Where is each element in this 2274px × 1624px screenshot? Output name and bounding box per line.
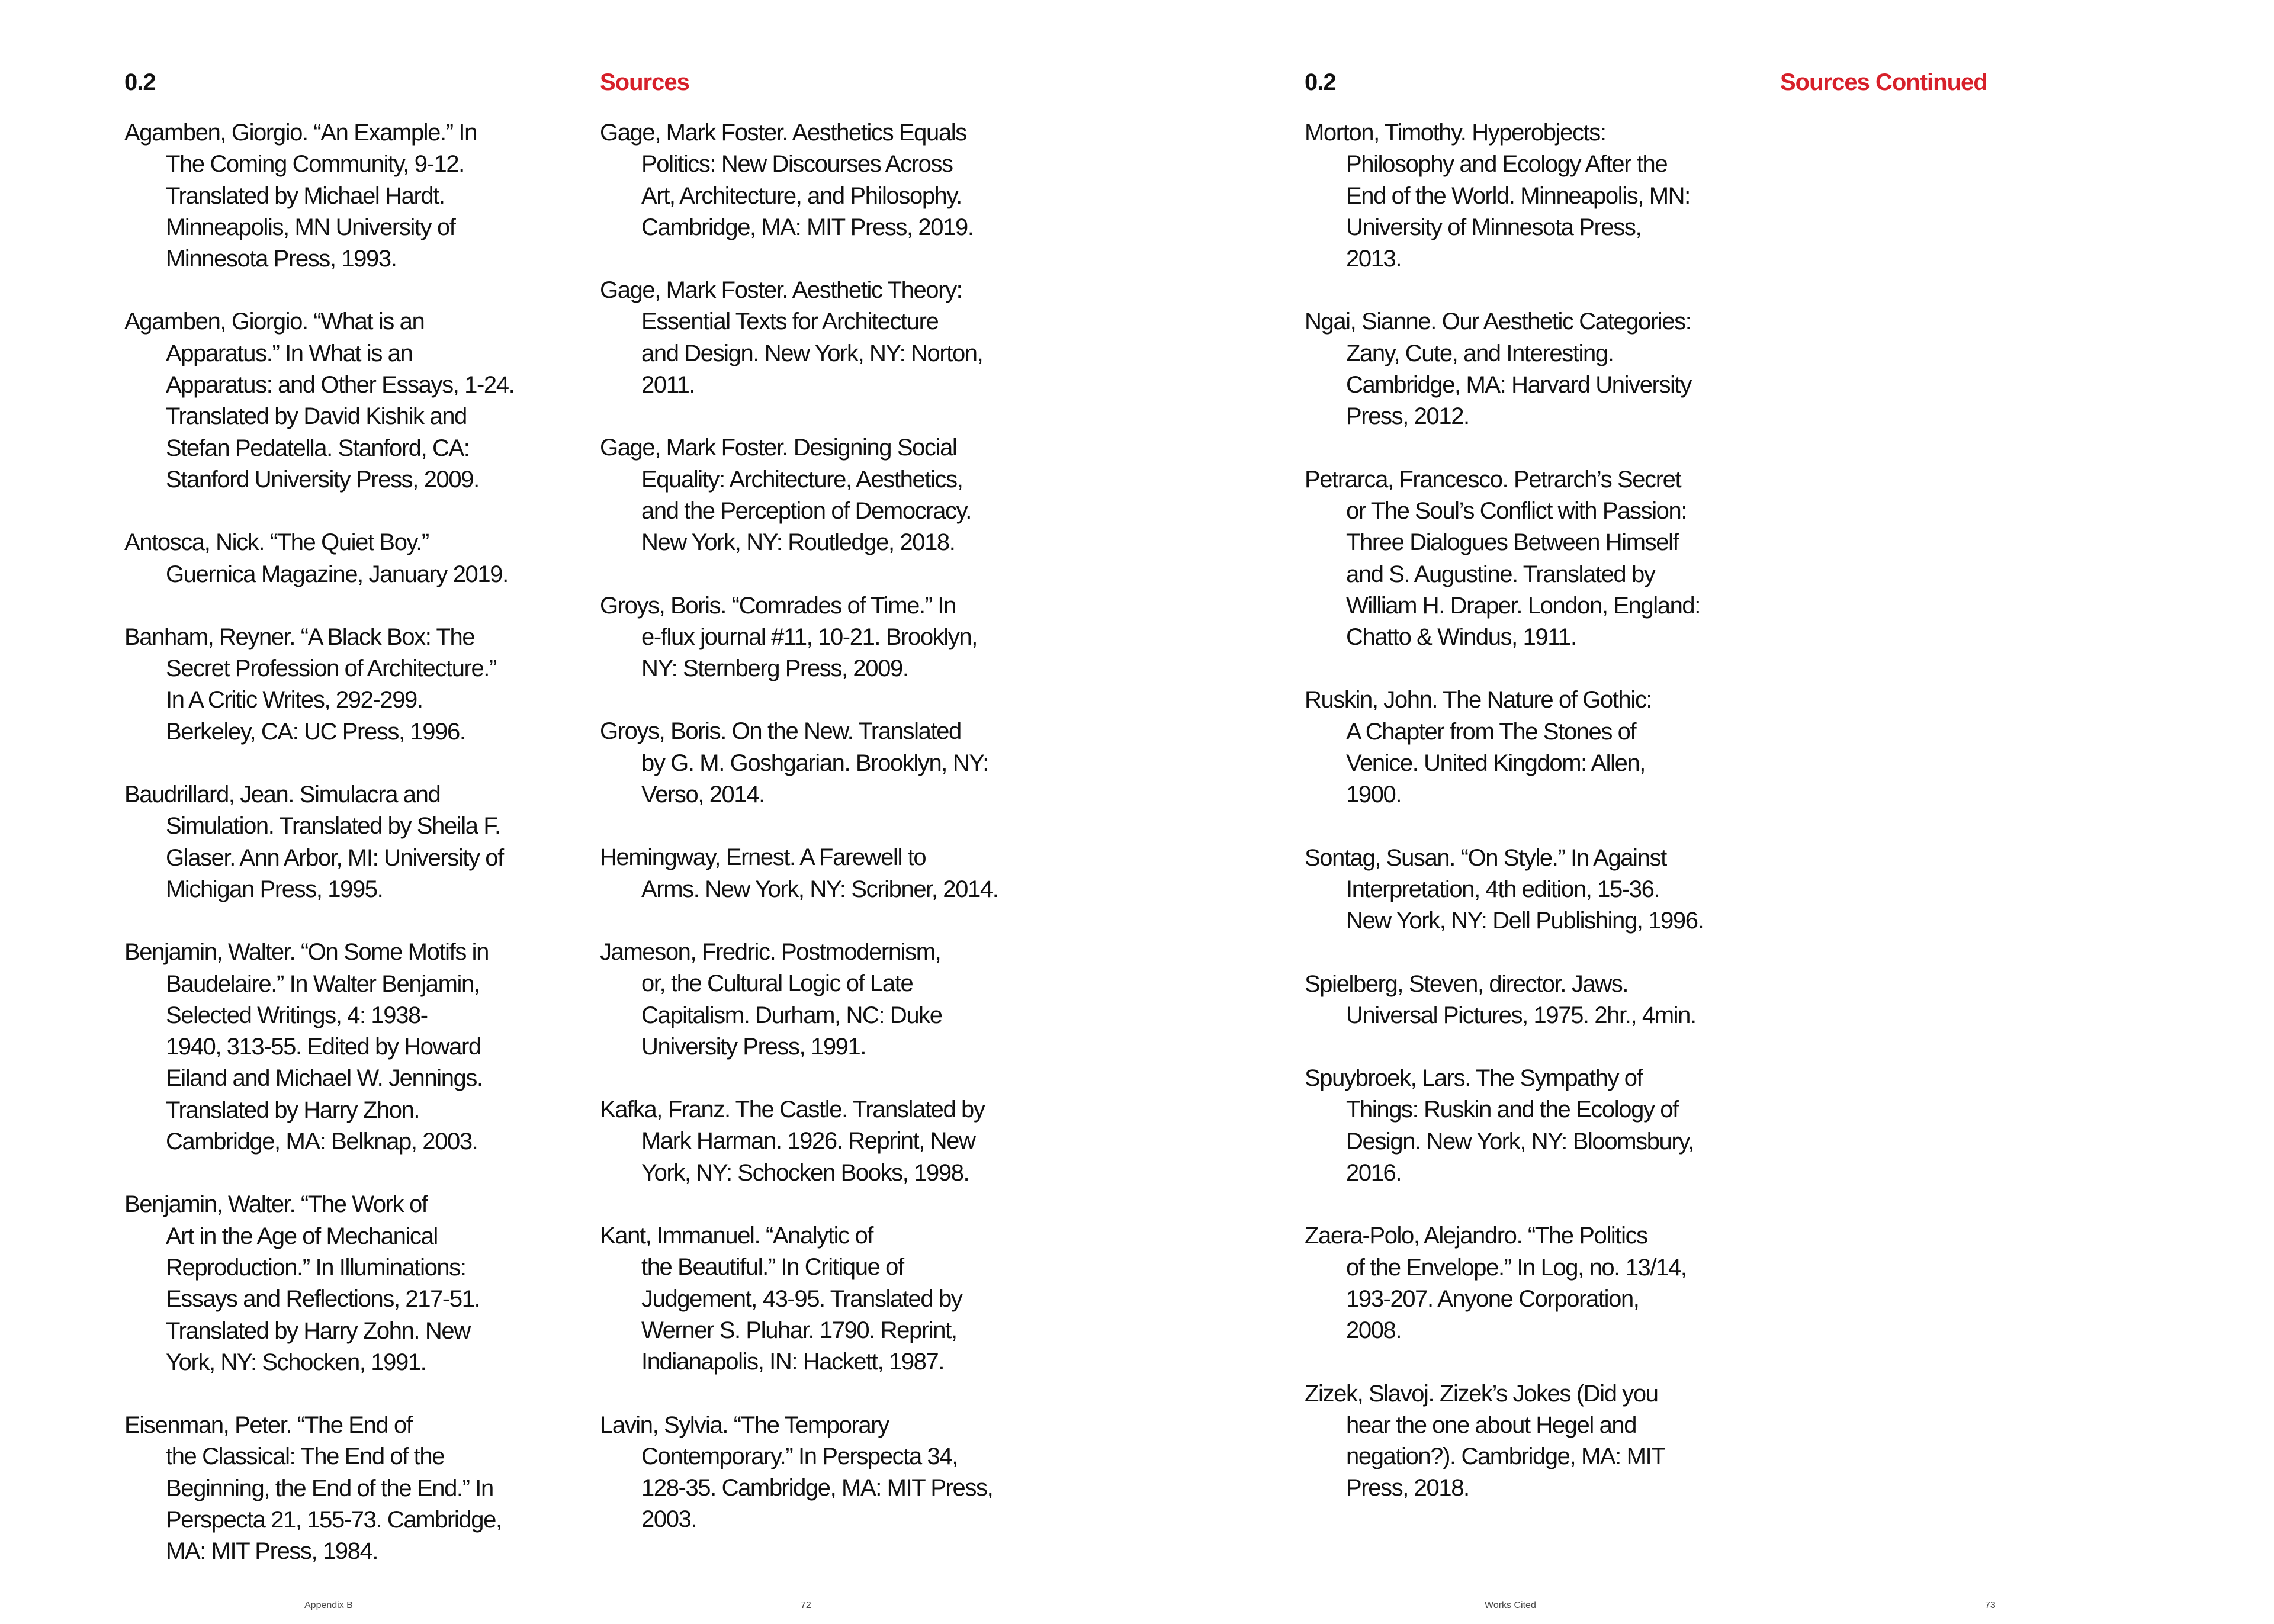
entry-line: the Classical: The End of the xyxy=(166,1443,445,1470)
entry-line: Zany, Cute, and Interesting. xyxy=(1346,340,1614,366)
entry-line: 2013. xyxy=(1346,246,1402,272)
entry-line: and the Perception of Democracy. xyxy=(641,497,971,524)
entry-line: The Coming Community, 9-12. xyxy=(166,151,464,178)
bibliography-entry xyxy=(124,1189,568,1378)
entry-line: e-flux journal #11, 10-21. Brooklyn, xyxy=(641,623,977,650)
bibliography-entry xyxy=(1305,306,1749,432)
entry-line: Perspecta 21, 155-73. Cambridge, xyxy=(166,1506,502,1533)
entry-line: Three Dialogues Between Himself xyxy=(1346,529,1679,556)
entry-line: or, the Cultural Logic of Late xyxy=(641,970,913,997)
entry-line: Beginning, the End of the End.” In xyxy=(166,1475,493,1501)
bibliography-entry xyxy=(600,117,1044,243)
entry-line: Apparatus: and Other Essays, 1-24. xyxy=(166,372,515,398)
entry-line: NY: Sternberg Press, 2009. xyxy=(641,655,908,682)
bibliography-entry xyxy=(124,306,568,496)
entry-line: Essays and Reflections, 217-51. xyxy=(166,1286,480,1313)
bibliography-entry xyxy=(1305,684,1749,811)
entry-line: Philosophy and Ecology After the xyxy=(1346,151,1668,178)
entry-line: Secret Profession of Architecture.” xyxy=(166,655,496,682)
entry-line: Verso, 2014. xyxy=(641,782,765,808)
entry-line: 128-35. Cambridge, MA: MIT Press, xyxy=(641,1475,993,1501)
entry-line: William H. Draper. London, England: xyxy=(1346,592,1700,619)
entry-line: hear the one about Hegel and xyxy=(1346,1411,1637,1438)
entry-line: MA: MIT Press, 1984. xyxy=(166,1538,378,1565)
entry-line: Zizek, Slavoj. Zizek’s Jokes (Did you xyxy=(1305,1380,1658,1407)
entry-line: Selected Writings, 4: 1938- xyxy=(166,1002,428,1028)
entry-line: Capitalism. Durham, NC: Duke xyxy=(641,1002,942,1028)
entry-line: Translated by David Kishik and xyxy=(166,403,467,430)
bibliography-entry xyxy=(1305,1063,1749,1189)
entry-line: York, NY: Schocken Books, 1998. xyxy=(641,1159,969,1186)
entry-line: Translated by Harry Zohn. New xyxy=(166,1317,470,1344)
bibliography-entry xyxy=(124,1410,568,1567)
entry-line: Press, 2012. xyxy=(1346,403,1469,430)
bibliography-entry xyxy=(1305,464,1749,654)
section-title: Sources Continued xyxy=(1780,69,1987,95)
entry-line: Morton, Timothy. Hyperobjects: xyxy=(1305,120,1606,146)
entry-line: Minneapolis, MN University of xyxy=(166,214,455,240)
entry-line: Petrarca, Francesco. Petrarch’s Secret xyxy=(1305,466,1681,493)
entry-line: 2003. xyxy=(641,1506,697,1533)
page-number: 72 xyxy=(801,1600,811,1610)
entry-line: 2008. xyxy=(1346,1317,1402,1344)
bibliography-entry xyxy=(600,275,1044,401)
entry-line: Jameson, Fredric. Postmodernism, xyxy=(600,938,941,965)
entry-line: Art in the Age of Mechanical xyxy=(166,1223,438,1249)
bibliography-entry xyxy=(600,716,1044,811)
entry-line: Hemingway, Ernest. A Farewell to xyxy=(600,844,926,871)
entry-line: Ngai, Sianne. Our Aesthetic Categories: xyxy=(1305,308,1691,335)
entry-line: Baudrillard, Jean. Simulacra and xyxy=(124,782,441,808)
entry-line: Werner S. Pluhar. 1790. Reprint, xyxy=(641,1317,957,1343)
entry-line: Sontag, Susan. “On Style.” In Against xyxy=(1305,844,1666,871)
entry-line: Gage, Mark Foster. Aesthetic Theory: xyxy=(600,277,962,304)
section-title: Sources xyxy=(600,69,689,95)
entry-line: Indianapolis, IN: Hackett, 1987. xyxy=(641,1349,945,1375)
entry-line: Lavin, Sylvia. “The Temporary xyxy=(600,1411,889,1438)
entry-line: Reproduction.” In Illuminations: xyxy=(166,1254,466,1281)
entry-line: Minnesota Press, 1993. xyxy=(166,246,397,272)
entry-line: Ruskin, John. The Nature of Gothic: xyxy=(1305,687,1652,713)
entry-line: Equality: Architecture, Aesthetics, xyxy=(641,466,963,493)
entry-line: End of the World. Minneapolis, MN: xyxy=(1346,182,1690,209)
entry-line: New York, NY: Routledge, 2018. xyxy=(641,529,955,556)
entry-line: Groys, Boris. “Comrades of Time.” In xyxy=(600,592,956,619)
section-number: 0.2 xyxy=(124,69,156,95)
entry-line: Interpretation, 4th edition, 15-36. xyxy=(1346,876,1660,902)
entry-line: Benjamin, Walter. “The Work of xyxy=(124,1191,428,1218)
entry-line: Design. New York, NY: Bloomsbury, xyxy=(1346,1128,1694,1155)
page-number: 73 xyxy=(1985,1600,1996,1610)
entry-line: Groys, Boris. On the New. Translated xyxy=(600,718,961,745)
entry-line: Benjamin, Walter. “On Some Motifs in xyxy=(124,939,489,966)
entry-line: Press, 2018. xyxy=(1346,1475,1469,1501)
bibliography-entry xyxy=(600,432,1044,558)
entry-line: Judgement, 43-95. Translated by xyxy=(641,1285,962,1312)
entry-line: Chatto & Windus, 1911. xyxy=(1346,624,1576,651)
entry-line: Stanford University Press, 2009. xyxy=(166,466,479,493)
entry-line: Guernica Magazine, January 2019. xyxy=(166,561,508,587)
entry-line: of the Envelope.” In Log, no. 13/14, xyxy=(1346,1254,1687,1281)
entry-line: Eiland and Michael W. Jennings. xyxy=(166,1065,483,1092)
entry-line: Banham, Reyner. “A Black Box: The xyxy=(124,623,475,650)
entry-line: by G. M. Goshgarian. Brooklyn, NY: xyxy=(641,750,988,776)
bibliography-entry xyxy=(1305,842,1749,937)
entry-line: and Design. New York, NY: Norton, xyxy=(641,340,983,366)
entry-line: Spielberg, Steven, director. Jaws. xyxy=(1305,970,1629,997)
entry-line: 2016. xyxy=(1346,1160,1402,1186)
entry-line: Essential Texts for Architecture xyxy=(641,308,939,335)
entry-line: Politics: New Discourses Across xyxy=(641,151,953,178)
bibliography-entry xyxy=(124,527,568,590)
entry-line: Universal Pictures, 1975. 2hr., 4min. xyxy=(1346,1002,1696,1028)
entry-line: 1940, 313-55. Edited by Howard xyxy=(166,1034,481,1060)
bibliography-entry xyxy=(124,622,568,748)
entry-line: Kafka, Franz. The Castle. Translated by xyxy=(600,1096,985,1123)
entry-line: Cambridge, MA: Harvard University xyxy=(1346,372,1691,398)
bibliography-entry xyxy=(600,842,1044,905)
entry-line: Simulation. Translated by Sheila F. xyxy=(166,813,500,840)
entry-line: A Chapter from The Stones of xyxy=(1346,718,1636,745)
bibliography-column-3 xyxy=(1305,117,1749,1536)
entry-line: Gage, Mark Foster. Designing Social xyxy=(600,435,957,461)
bibliography-entry xyxy=(600,937,1044,1063)
bibliography-entry xyxy=(124,937,568,1157)
footer-label: Appendix B xyxy=(304,1600,353,1610)
bibliography-entry xyxy=(600,1410,1044,1536)
entry-line: 193-207. Anyone Corporation, xyxy=(1346,1285,1639,1312)
entry-line: Berkeley, CA: UC Press, 1996. xyxy=(166,718,465,745)
section-number: 0.2 xyxy=(1305,69,1336,95)
entry-line: or The Soul’s Conflict with Passion: xyxy=(1346,497,1687,524)
entry-line: Translated by Harry Zhon. xyxy=(166,1096,420,1123)
bibliography-entry xyxy=(124,779,568,905)
entry-line: Kant, Immanuel. “Analytic of xyxy=(600,1223,873,1249)
entry-line: Antosca, Nick. “The Quiet Boy.” xyxy=(124,529,429,556)
entry-line: 2011. xyxy=(641,372,695,398)
entry-line: 1900. xyxy=(1346,782,1402,808)
bibliography-column-1 xyxy=(124,117,568,1599)
bibliography-entry xyxy=(600,1094,1044,1189)
entry-line: University Press, 1991. xyxy=(641,1033,866,1060)
entry-line: Michigan Press, 1995. xyxy=(166,876,383,902)
entry-line: Cambridge, MA: MIT Press, 2019. xyxy=(641,214,974,240)
bibliography-entry xyxy=(600,590,1044,685)
entry-line: Translated by Michael Hardt. xyxy=(166,182,445,209)
entry-line: Agamben, Giorgio. “An Example.” In xyxy=(124,120,477,146)
entry-line: Eisenman, Peter. “The End of xyxy=(124,1412,412,1439)
entry-line: Zaera-Polo, Alejandro. “The Politics xyxy=(1305,1223,1647,1249)
entry-line: the Beautiful.” In Critique of xyxy=(641,1254,904,1281)
entry-line: University of Minnesota Press, xyxy=(1346,214,1642,240)
bibliography-entry xyxy=(1305,1378,1749,1504)
entry-line: Apparatus.” In What is an xyxy=(166,340,413,366)
entry-line: negation?). Cambridge, MA: MIT xyxy=(1346,1443,1665,1470)
entry-line: In A Critic Writes, 292-299. xyxy=(166,687,423,713)
right-page xyxy=(1137,0,2274,1624)
bibliography-entry xyxy=(1305,969,1749,1032)
entry-line: Art, Architecture, and Philosophy. xyxy=(641,182,962,209)
entry-line: Venice. United Kingdom: Allen, xyxy=(1346,750,1646,777)
bibliography-entry xyxy=(1305,117,1749,275)
entry-line: Arms. New York, NY: Scribner, 2014. xyxy=(641,876,998,902)
entry-line: and S. Augustine. Translated by xyxy=(1346,561,1655,587)
entry-line: New York, NY: Dell Publishing, 1996. xyxy=(1346,908,1704,934)
entry-line: Things: Ruskin and the Ecology of xyxy=(1346,1096,1678,1123)
bibliography-entry xyxy=(124,117,568,275)
bibliography-entry xyxy=(1305,1220,1749,1346)
entry-line: Mark Harman. 1926. Reprint, New xyxy=(641,1128,975,1155)
entry-line: Contemporary.” In Perspecta 34, xyxy=(641,1443,958,1469)
bibliography-column-2 xyxy=(600,117,1044,1567)
entry-line: Gage, Mark Foster. Aesthetics Equals xyxy=(600,120,966,146)
entry-line: Cambridge, MA: Belknap, 2003. xyxy=(166,1128,478,1155)
entry-line: Glaser. Ann Arbor, MI: University of xyxy=(166,844,503,871)
entry-line: Baudelaire.” In Walter Benjamin, xyxy=(166,970,480,997)
footer-label: Works Cited xyxy=(1485,1600,1536,1610)
entry-line: Agamben, Giorgio. “What is an xyxy=(124,308,425,335)
entry-line: York, NY: Schocken, 1991. xyxy=(166,1349,426,1375)
entry-line: Spuybroek, Lars. The Sympathy of xyxy=(1305,1065,1643,1092)
bibliography-entry xyxy=(600,1220,1044,1378)
entry-line: Stefan Pedatella. Stanford, CA: xyxy=(166,435,470,461)
